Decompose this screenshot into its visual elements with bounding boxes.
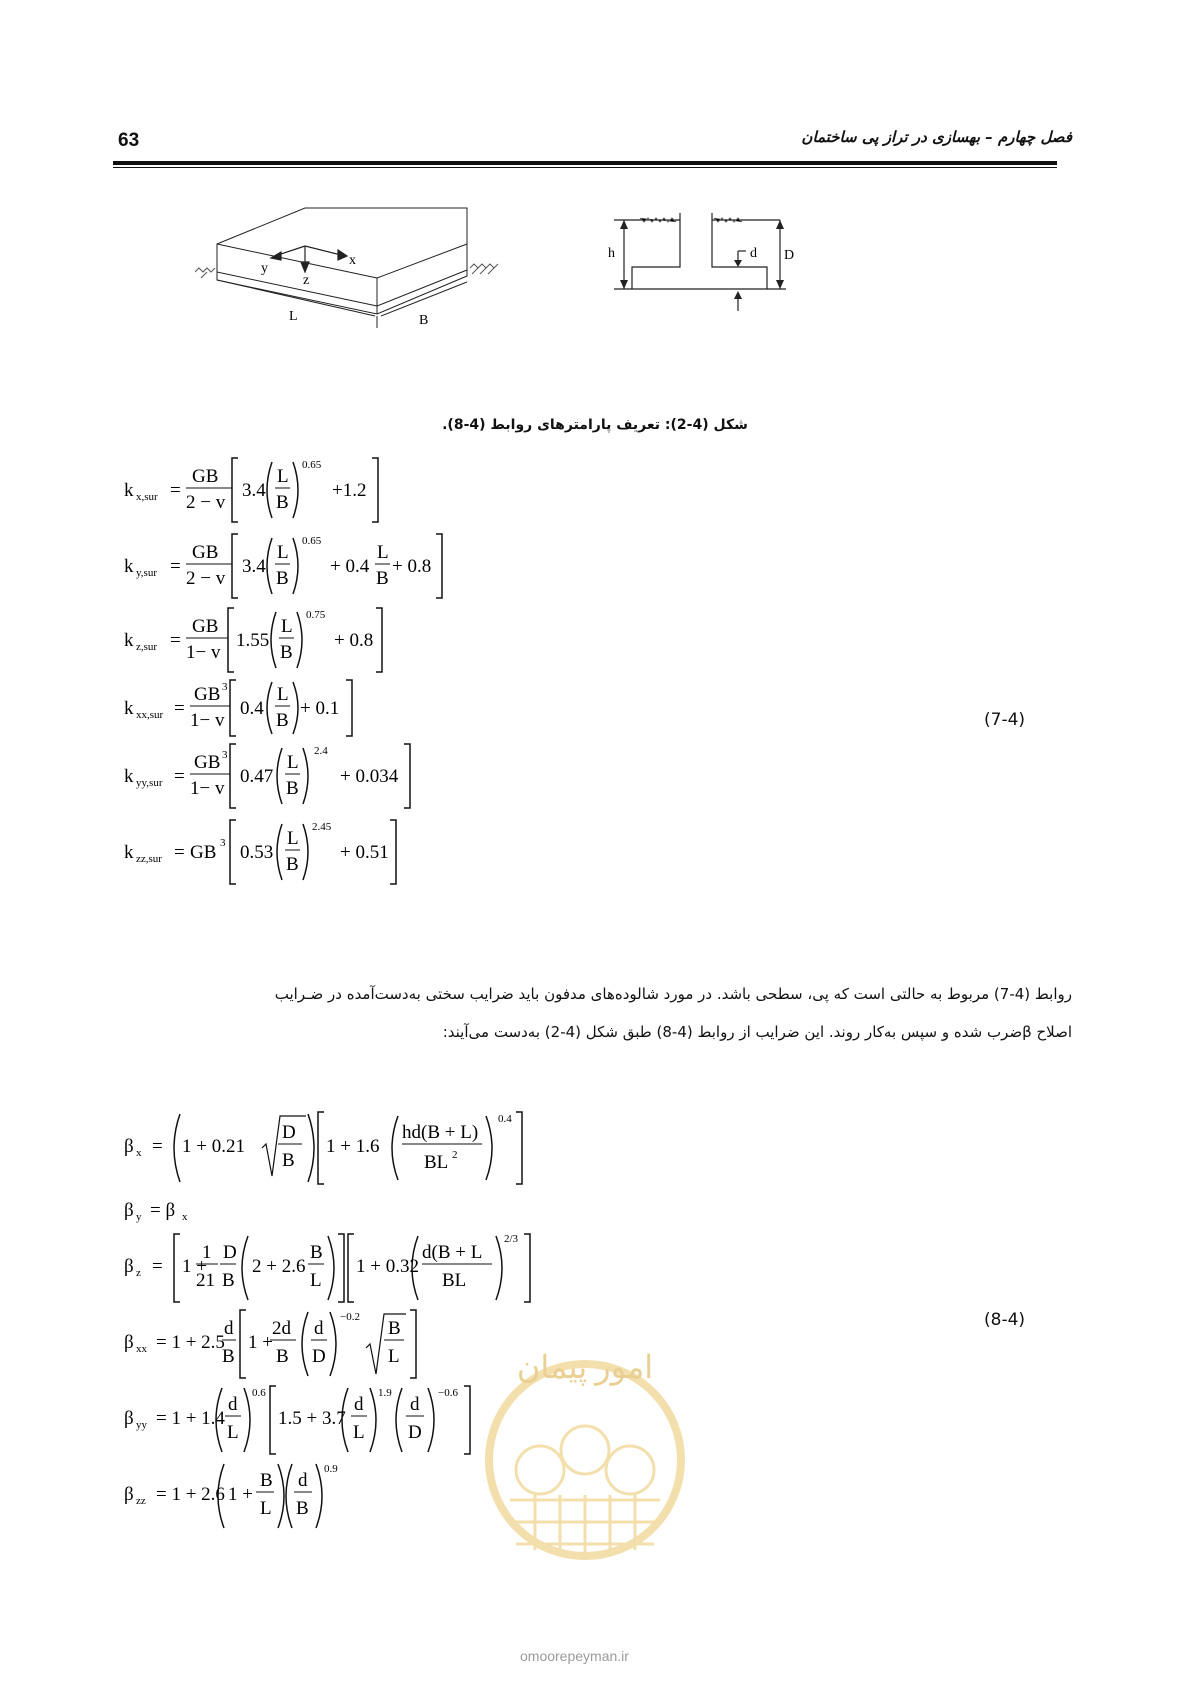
width-label: B (419, 313, 429, 328)
svg-text:3.4: 3.4 (242, 480, 266, 501)
eq-ky (124, 534, 442, 598)
svg-text:GB: GB (192, 466, 219, 487)
svg-text:=: = (152, 1256, 163, 1277)
svg-text:0.75: 0.75 (306, 609, 326, 621)
svg-text:+ 0.034: + 0.034 (340, 766, 399, 787)
svg-text:GB: GB (190, 842, 217, 863)
eq-beta-xx (124, 1310, 416, 1378)
svg-text:B: B (276, 492, 289, 513)
svg-text:B: B (222, 1270, 235, 1291)
svg-text:−0.6: −0.6 (438, 1387, 458, 1399)
svg-text:xx,sur: xx,sur (136, 709, 164, 721)
svg-text:d: d (224, 1318, 234, 1339)
svg-text:k: k (124, 630, 134, 651)
svg-text:0.47: 0.47 (240, 766, 274, 787)
svg-text:1.55: 1.55 (236, 630, 270, 651)
svg-text:1 +: 1 + (248, 1332, 273, 1353)
svg-text:1 + 1.6: 1 + 1.6 (326, 1136, 380, 1157)
svg-text:+ 0.1: + 0.1 (300, 698, 340, 719)
svg-text:B: B (276, 1346, 289, 1367)
D-label: D (784, 248, 795, 263)
svg-text:2 − v: 2 − v (186, 492, 226, 513)
svg-text:1 + 0.32: 1 + 0.32 (356, 1256, 419, 1277)
svg-text:B: B (296, 1498, 309, 1519)
svg-text:+1.2: +1.2 (332, 480, 367, 501)
svg-text:1.5 + 3.7: 1.5 + 3.7 (278, 1408, 346, 1429)
svg-text:L: L (227, 1422, 239, 1443)
svg-text:β: β (124, 1408, 134, 1429)
svg-text:d: d (228, 1394, 238, 1415)
svg-text:β: β (124, 1484, 134, 1505)
svg-text:x: x (136, 1147, 142, 1159)
svg-text:β: β (124, 1256, 134, 1277)
eq-kxx (124, 680, 352, 736)
svg-text:B: B (280, 642, 293, 663)
svg-text:B: B (276, 710, 289, 731)
svg-text:امور پیمان: امور پیمان (516, 1349, 654, 1385)
d-label: d (750, 246, 757, 261)
svg-text:1 + 0.21: 1 + 0.21 (182, 1136, 245, 1157)
x-axis-label: x (349, 253, 356, 268)
svg-text:2: 2 (452, 1149, 458, 1161)
svg-text:B: B (286, 854, 299, 875)
svg-text:2.45: 2.45 (312, 821, 332, 833)
eq-beta-zz (124, 1463, 338, 1528)
svg-text:−0.2: −0.2 (340, 1311, 360, 1323)
eq-beta-z (124, 1233, 530, 1302)
svg-text:L: L (277, 466, 289, 487)
svg-text:=: = (174, 842, 185, 863)
chapter-title: فصل چهارم – بهسازی در تراز پی ساختمان (801, 128, 1072, 146)
svg-text:= 1 + 1.4: = 1 + 1.4 (156, 1408, 225, 1429)
svg-text:2 − v: 2 − v (186, 568, 226, 589)
body-paragraph (128, 975, 1072, 1051)
svg-text:d: d (354, 1394, 364, 1415)
svg-text:yy: yy (136, 1419, 147, 1431)
svg-text:0.6: 0.6 (252, 1387, 266, 1399)
svg-text:L: L (310, 1270, 322, 1291)
svg-text:0.4: 0.4 (498, 1113, 512, 1125)
svg-text:0.65: 0.65 (302, 459, 322, 471)
svg-text:zz,sur: zz,sur (136, 853, 162, 865)
svg-text:B: B (260, 1470, 273, 1491)
svg-text:2/3: 2/3 (504, 1233, 519, 1245)
svg-text:k: k (124, 698, 134, 719)
svg-text:k: k (124, 842, 134, 863)
svg-text:y: y (136, 1211, 142, 1223)
svg-text:β: β (124, 1136, 134, 1157)
svg-text:GB: GB (194, 684, 221, 705)
svg-text:L: L (260, 1498, 272, 1519)
svg-text:d(B + L: d(B + L (422, 1242, 483, 1263)
svg-text:= 1 + 2.5: = 1 + 2.5 (156, 1332, 225, 1353)
svg-text:+ 0.8: + 0.8 (392, 556, 432, 577)
svg-text:0.4: 0.4 (240, 698, 264, 719)
svg-text:GB: GB (192, 542, 219, 563)
svg-text:3: 3 (222, 681, 228, 693)
svg-text:z,sur: z,sur (136, 641, 158, 653)
svg-text:=: = (174, 766, 185, 787)
svg-text:0.53: 0.53 (240, 842, 274, 863)
svg-text:d: d (314, 1318, 324, 1339)
svg-text:1: 1 (202, 1242, 212, 1263)
svg-text:BL: BL (442, 1270, 467, 1291)
svg-text:1− v: 1− v (190, 710, 225, 731)
svg-text:L: L (277, 684, 289, 705)
svg-text:B: B (310, 1242, 323, 1263)
paragraph-line-2: اصلاح βضرب شده و سپس به‌کار روند. این ضرایب از روابط (4-8) طبق شکل (4-2) به‌دست می‌آیند: (442, 1023, 1072, 1041)
svg-text:B: B (222, 1346, 235, 1367)
svg-text:B: B (276, 568, 289, 589)
svg-text:L: L (388, 1346, 400, 1367)
length-label: L (289, 309, 298, 324)
svg-text:GB: GB (192, 616, 219, 637)
svg-text:k: k (124, 480, 134, 501)
svg-text:D: D (408, 1422, 422, 1443)
svg-text:0.9: 0.9 (324, 1463, 338, 1475)
svg-text:k: k (124, 766, 134, 787)
svg-text:2d: 2d (272, 1318, 291, 1339)
svg-text:=: = (174, 698, 185, 719)
svg-text:3.4: 3.4 (242, 556, 266, 577)
svg-text:0.65: 0.65 (302, 535, 322, 547)
watermark-logo (480, 1300, 690, 1620)
svg-text:β: β (124, 1332, 134, 1353)
svg-text:x: x (182, 1211, 188, 1223)
svg-text:2 + 2.6: 2 + 2.6 (252, 1256, 306, 1277)
svg-text:2.4: 2.4 (314, 745, 328, 757)
svg-text:21: 21 (196, 1270, 215, 1291)
svg-text:D: D (282, 1122, 296, 1143)
svg-text:3: 3 (220, 837, 226, 849)
svg-text:k: k (124, 556, 134, 577)
svg-text:x,sur: x,sur (136, 491, 158, 503)
svg-text:L: L (287, 752, 299, 773)
svg-text:+ 0.4: + 0.4 (330, 556, 370, 577)
equations-7-4 (120, 450, 480, 890)
figure-caption: شکل (4-2): تعریف پارامترهای روابط (4-8). (442, 417, 748, 433)
svg-text:=: = (152, 1136, 163, 1157)
svg-text:z: z (136, 1267, 141, 1279)
eq-beta-yy (124, 1386, 470, 1454)
footing-section-diagram (600, 205, 860, 335)
footing-box-diagram (195, 198, 525, 358)
y-axis-label: y (261, 261, 268, 276)
svg-text:= β: = β (150, 1200, 176, 1221)
eq-beta-y (124, 1200, 188, 1223)
svg-text:GB: GB (194, 752, 221, 773)
svg-text:d: d (410, 1394, 420, 1415)
eq-kyy (124, 744, 410, 808)
z-axis-label: z (303, 273, 310, 288)
svg-text:1− v: 1− v (186, 642, 221, 663)
h-label: h (608, 246, 615, 261)
watermark-site-text: omoorepeyman.ir (520, 1648, 629, 1664)
svg-text:+ 0.51: + 0.51 (340, 842, 389, 863)
svg-text:β: β (124, 1200, 134, 1221)
svg-text:1− v: 1− v (190, 778, 225, 799)
svg-text:= 1 + 2.6: = 1 + 2.6 (156, 1484, 225, 1505)
equation-number-8-4: (8-4) (984, 1310, 1026, 1330)
svg-text:B: B (286, 778, 299, 799)
svg-text:1.9: 1.9 (378, 1387, 392, 1399)
eq-kx (124, 458, 378, 522)
svg-text:BL: BL (424, 1152, 449, 1173)
svg-text:D: D (223, 1242, 237, 1263)
svg-text:L: L (353, 1422, 365, 1443)
svg-text:L: L (281, 616, 293, 637)
svg-text:d: d (298, 1470, 308, 1491)
header-rule-thick (113, 161, 1057, 165)
eq-kzz (124, 820, 396, 884)
svg-text:B: B (376, 568, 389, 589)
svg-text:hd(B + L): hd(B + L) (402, 1122, 479, 1143)
svg-text:y,sur: y,sur (136, 567, 157, 579)
svg-text:1 +: 1 + (182, 1256, 207, 1277)
svg-text:=: = (170, 480, 181, 501)
svg-text:=: = (170, 556, 181, 577)
svg-text:xx: xx (136, 1343, 147, 1355)
svg-text:B: B (388, 1318, 401, 1339)
header-rule-thin (113, 167, 1057, 168)
svg-text:B: B (282, 1150, 295, 1171)
svg-text:=: = (170, 630, 181, 651)
svg-text:L: L (277, 542, 289, 563)
svg-text:3: 3 (222, 749, 228, 761)
page-number: 63 (118, 130, 140, 151)
svg-text:L: L (377, 542, 389, 563)
svg-text:yy,sur: yy,sur (136, 777, 163, 789)
svg-text:1 +: 1 + (228, 1484, 253, 1505)
svg-text:D: D (312, 1346, 326, 1367)
equation-number-7-4: (7-4) (984, 710, 1026, 730)
eq-kz (124, 608, 382, 672)
svg-text:zz: zz (136, 1495, 146, 1507)
eq-beta-x (124, 1112, 522, 1184)
svg-text:+ 0.8: + 0.8 (334, 630, 374, 651)
svg-text:L: L (287, 828, 299, 849)
paragraph-line-1: روابط (4-7) مربوط به حالتی است که پی، سطحی باشد. در مورد شالوده‌های مدفون باید ضرایب سختی به‌دست‌آمده در ضـرایب (274, 985, 1072, 1003)
